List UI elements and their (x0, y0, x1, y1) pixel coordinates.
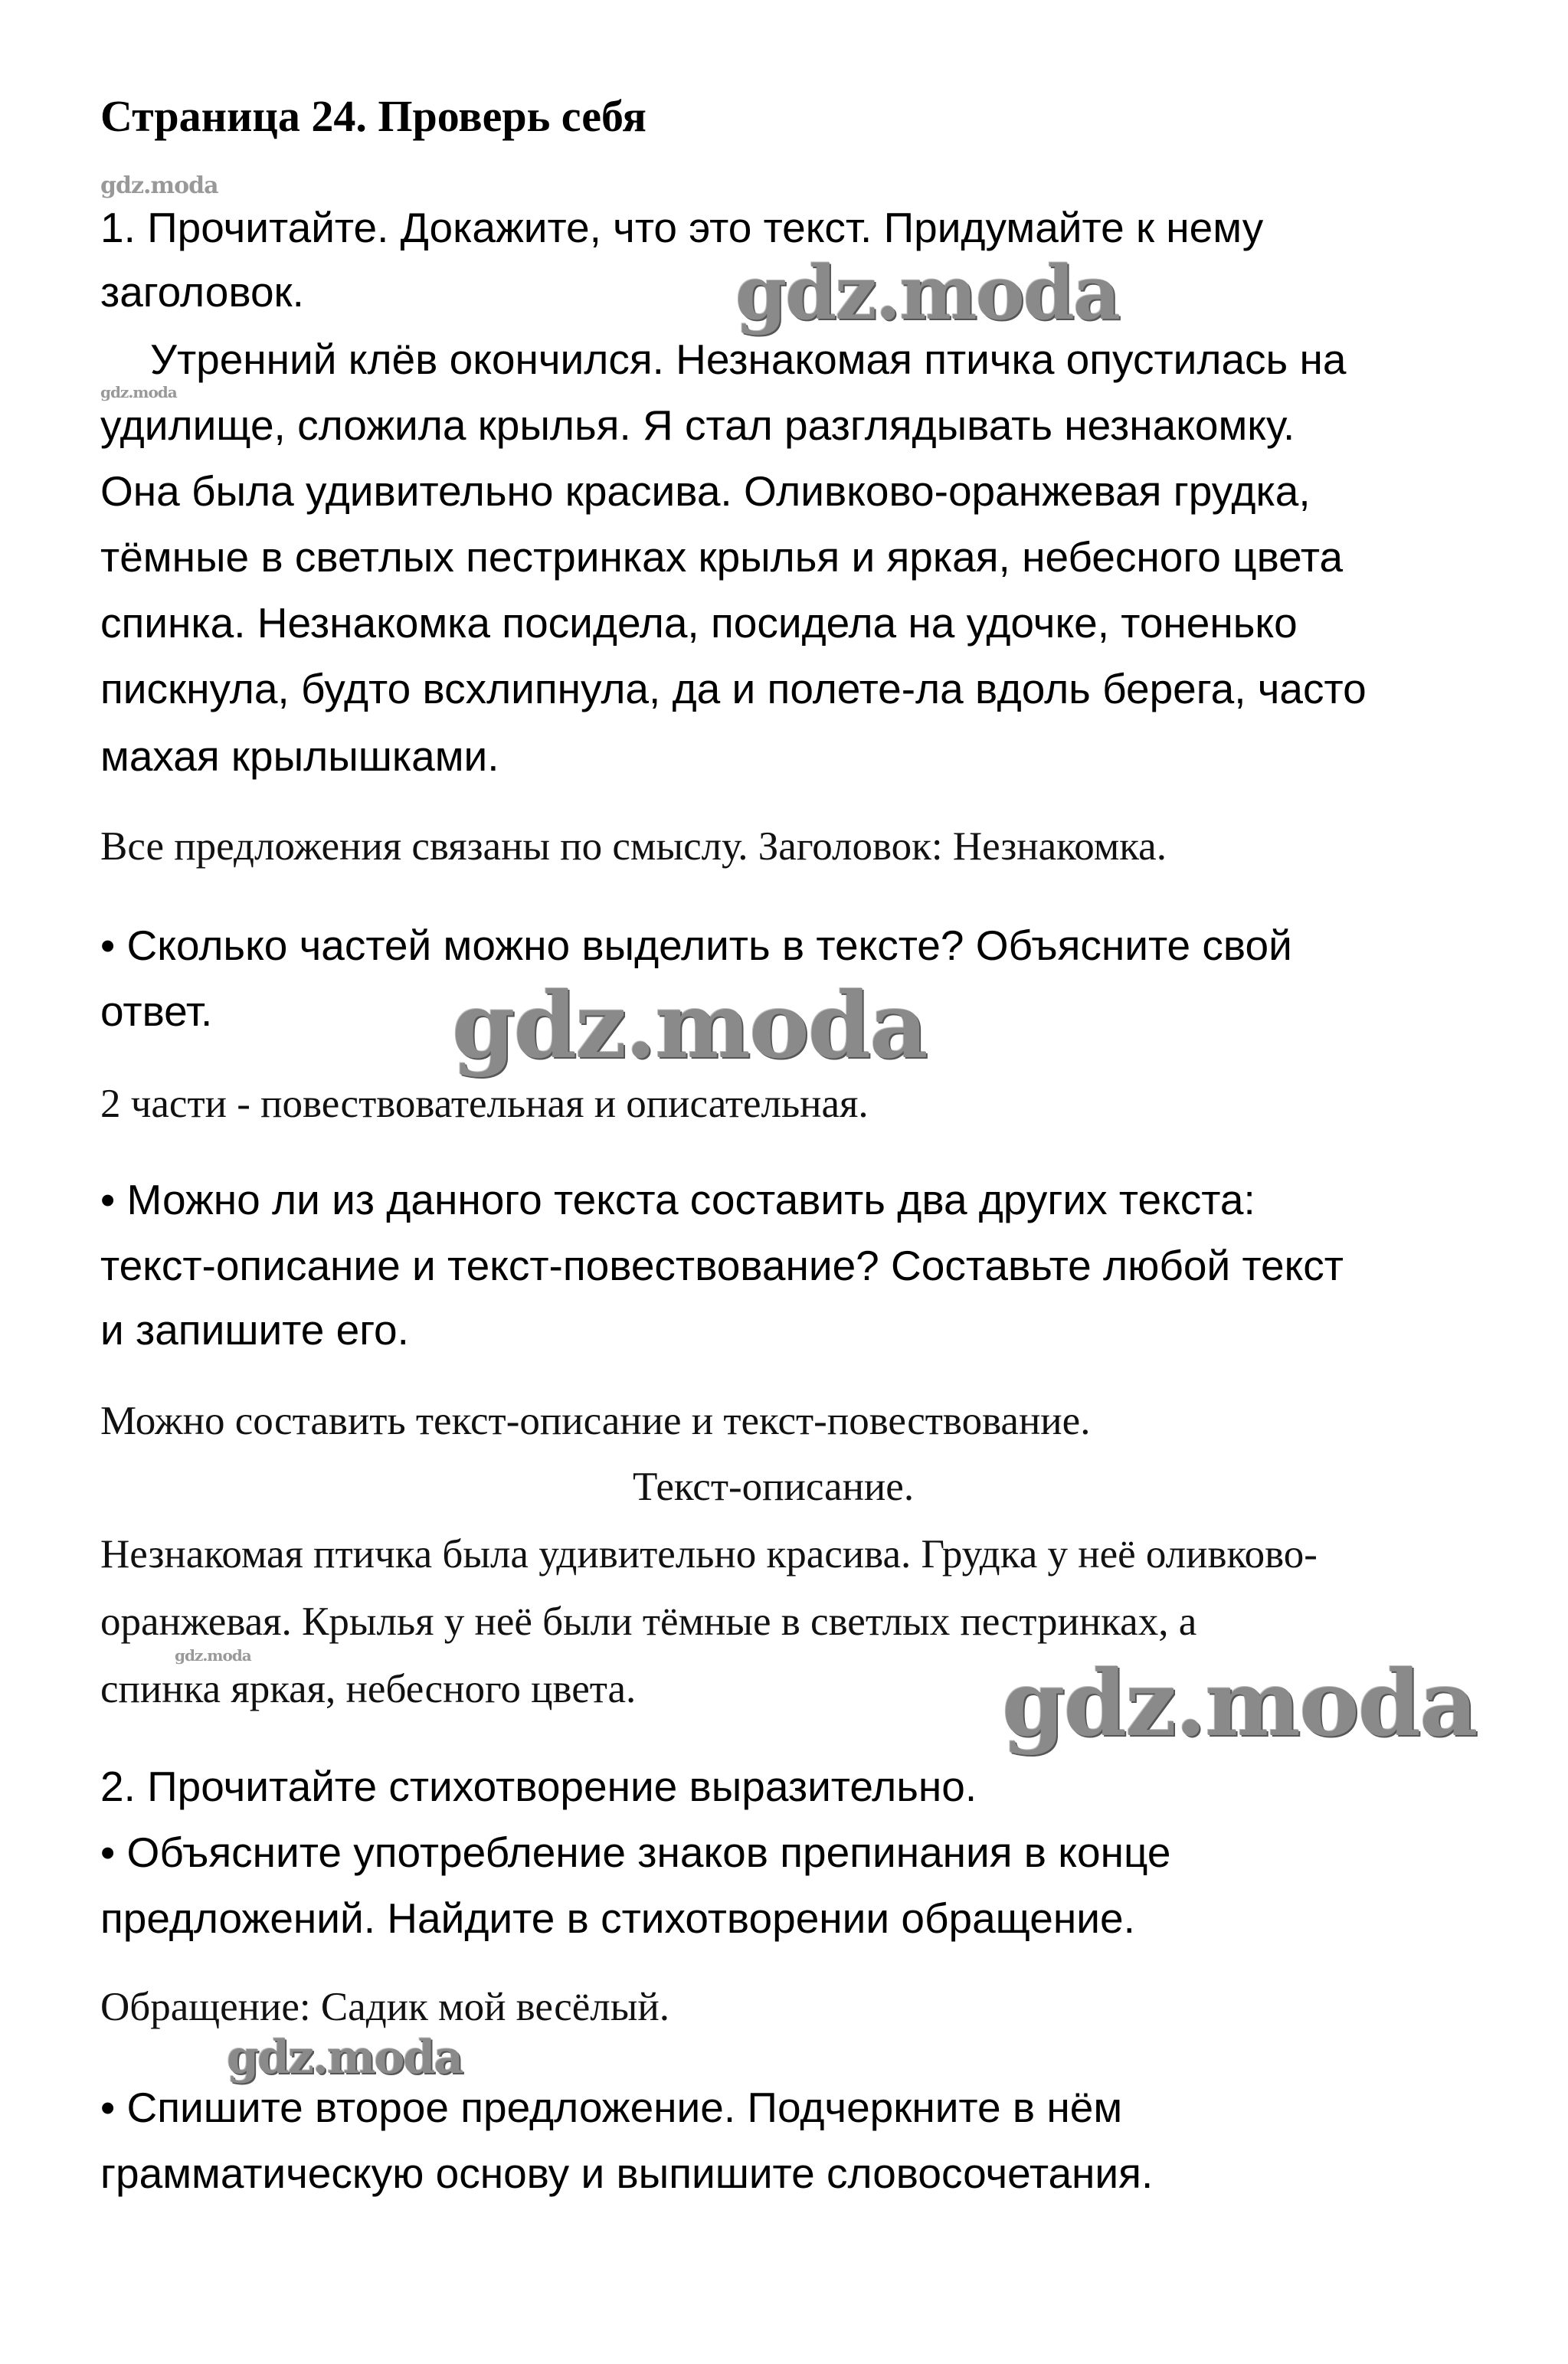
question-line: • Можно ли из данного текста составить два других текста: (100, 1176, 1255, 1223)
watermark: gdz.moda (227, 2031, 463, 2084)
passage-line: пискнула, будто всхлипнула, да и полете-ла вдоль берега, часто (100, 665, 1367, 712)
question-line: грамматическую основу и выпишите словосочетания. (100, 2150, 1154, 2197)
question-line: ответ. (100, 987, 213, 1035)
page-title: Страница 24. Проверь себя (100, 91, 647, 141)
answer-heading: Текст-описание. (633, 1465, 915, 1509)
question-line: • Сколько частей можно выделить в тексте? Объясните свой (100, 922, 1292, 969)
watermark: gdz.moda (452, 972, 927, 1079)
passage-line: Она была удивительно красива. Оливково-оранжевая грудка, (100, 467, 1311, 515)
answer-text: Обращение: Садик мой весёлый. (100, 1985, 669, 2029)
answer-text: Незнакомая птичка была удивительно красива. Грудка у неё оливково- (100, 1532, 1318, 1577)
watermark: gdz.moda (100, 172, 218, 199)
answer-text: 2 части - повествовательная и описательная. (100, 1082, 869, 1126)
passage-line: удилище, сложила крылья. Я стал разглядывать незнакомку. (100, 401, 1295, 449)
passage-line: махая крылышками. (100, 732, 499, 780)
passage-line: Утренний клёв окончился. Незнакомая птичка опустилась на (150, 336, 1347, 383)
task2-question: 2. Прочитайте стихотворение выразительно. (100, 1763, 977, 1810)
task1-question: заголовок. (100, 268, 304, 316)
task1-question: 1. Прочитайте. Докажите, что это текст. Придумайте к нему (100, 204, 1264, 251)
answer-text: спинка яркая, небесного цвета. (100, 1667, 637, 1711)
watermark: gdz.moda (1002, 1650, 1477, 1757)
watermark: gdz.moda (100, 383, 177, 401)
watermark: gdz.moda (175, 1646, 251, 1665)
answer-text: оранжевая. Крылья у неё были тёмные в светлых пестринках, а (100, 1599, 1197, 1644)
question-line: • Спишите второе предложение. Подчеркните в нём (100, 2084, 1123, 2131)
task2-question: предложений. Найдите в стихотворении обращение. (100, 1894, 1135, 1942)
passage-line: спинка. Незнакомка посидела, посидела на удочке, тоненько (100, 599, 1298, 647)
answer-text: Можно составить текст-описание и текст-повествование. (100, 1399, 1091, 1443)
task2-question: • Объясните употребление знаков препинания в конце (100, 1829, 1171, 1876)
answer-text: Все предложения связаны по смыслу. Заголовок: Незнакомка. (100, 824, 1167, 869)
passage-line: тёмные в светлых пестринках крылья и яркая, небесного цвета (100, 533, 1344, 581)
question-line: текст-описание и текст-повествование? Составьте любой текст (100, 1242, 1344, 1289)
question-line: и запишите его. (100, 1306, 409, 1354)
watermark: gdz.moda (735, 250, 1120, 336)
